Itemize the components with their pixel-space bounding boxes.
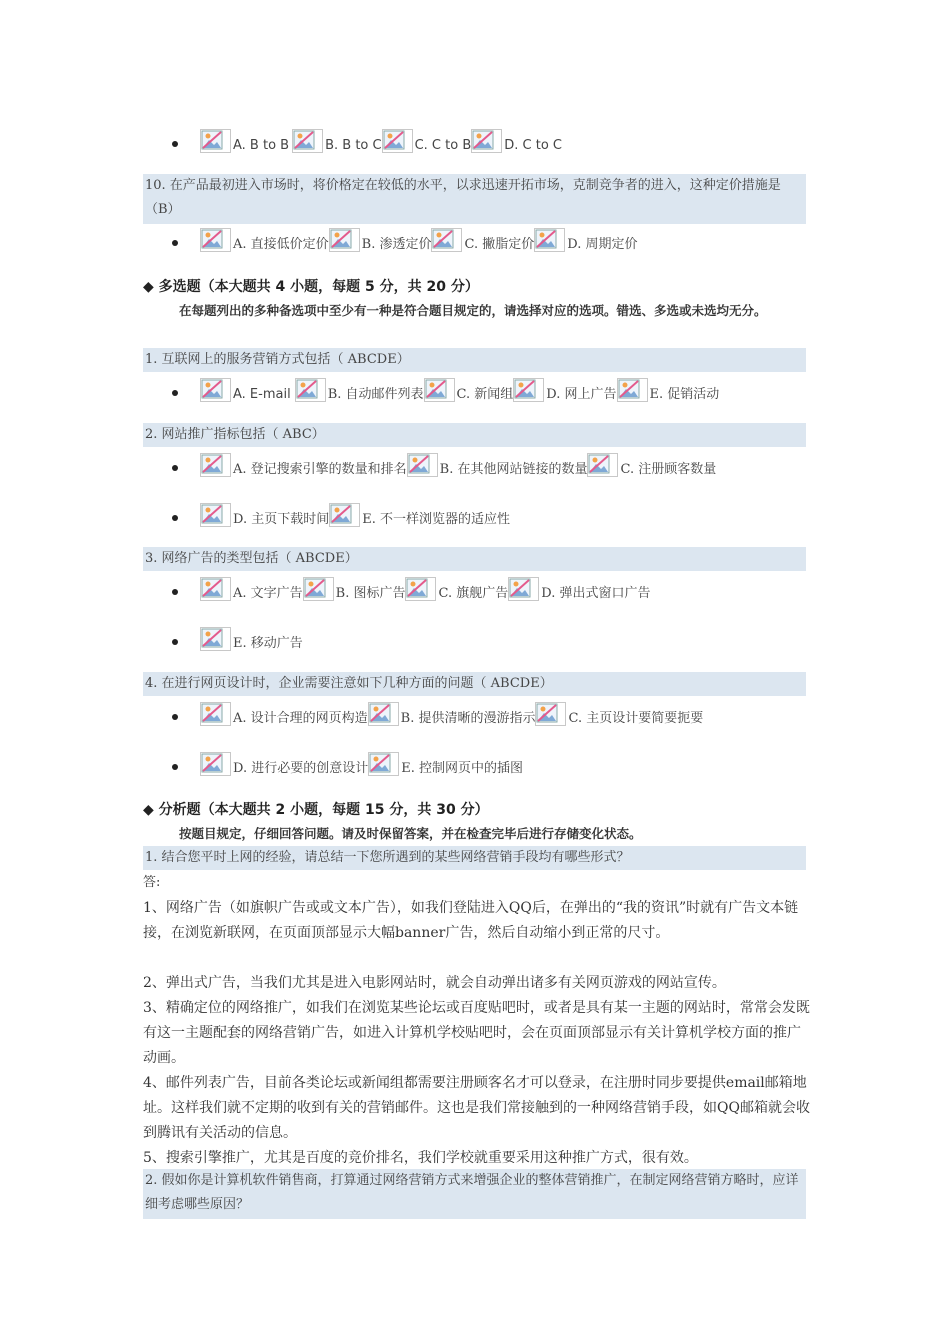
- option-e[interactable]: E. 不一样浏览器的适应性: [329, 503, 510, 527]
- option-e[interactable]: E. 控制网页中的插图: [368, 752, 523, 776]
- section-instruction-multi: 在每题列出的多种备选项中至少有一种是符合题目规定的，请选择对应的选项。错选、多选或未选均无分。: [179, 303, 767, 318]
- option-c[interactable]: C. 主页设计要简要扼要: [535, 702, 703, 726]
- option-c[interactable]: C. 新闻组: [424, 378, 514, 402]
- broken-image-icon: [368, 752, 399, 776]
- broken-image-icon: [587, 453, 618, 477]
- bullet: [172, 240, 178, 246]
- broken-image-icon: [200, 453, 231, 477]
- multi-q2-options-row1: [200, 447, 716, 477]
- option-c[interactable]: C. 撇脂定价: [431, 228, 534, 252]
- broken-image-icon: [407, 453, 438, 477]
- option-c[interactable]: C. C to B: [382, 129, 472, 153]
- bullet: [172, 390, 178, 396]
- multi-question-1: 1. 互联网上的服务营销方式包括（ ABCDE）: [143, 348, 806, 372]
- multi-question-3: 3. 网络广告的类型包括（ ABCDE）: [143, 547, 806, 571]
- option-a[interactable]: A. B to B: [200, 129, 289, 153]
- option-b[interactable]: B. 图标广告: [303, 577, 406, 601]
- multi-q3-options-row1: [200, 571, 650, 601]
- broken-image-icon: [535, 702, 566, 726]
- option-d[interactable]: D. 进行必要的创意设计: [200, 752, 368, 776]
- question-10: 10. 在产品最初进入市场时，将价格定在较低的水平，以求迅速开拓市场，克制竞争者的进入，这种定价措施是（B）: [143, 174, 806, 224]
- broken-image-icon: [534, 228, 565, 252]
- bullet: [172, 515, 178, 521]
- answer-item-1: 1、网络广告（如旗帜广告或或文本广告），如我们登陆进入QQ后，在弹出的“我的资讯”时就有广告文本链接，在浏览新联网，在页面顶部显示大幅banner广告，然后自动缩小到正常的尺寸。: [143, 900, 799, 941]
- option-a[interactable]: A. 文字广告: [200, 577, 303, 601]
- option-a[interactable]: A. E-mail: [200, 378, 291, 402]
- option-b[interactable]: B. B to C: [292, 129, 382, 153]
- broken-image-icon: [303, 577, 334, 601]
- section-heading-analysis: ◆ 分析题（本大题共 2 小题，每题 15 分，共 30 分）: [143, 802, 489, 818]
- option-c[interactable]: C. 注册顾客数量: [587, 453, 716, 477]
- answer-item-3: 3、精确定位的网络推广，如我们在浏览某些论坛或百度贴吧时，或者是具有某一主题的网站时，常常会发既有这一主题配套的网络营销广告，如进入计算机学校贴吧时，会在页面顶部显示有关计算机学校方面的推广动画。: [143, 1000, 810, 1066]
- option-d[interactable]: D. 弹出式窗口广告: [508, 577, 650, 601]
- bullet: [172, 141, 178, 147]
- bullet: [172, 639, 178, 645]
- section-heading-multi: ◆ 多选题（本大题共 4 小题，每题 5 分，共 20 分）: [143, 279, 479, 295]
- section-instruction-analysis: 按题目规定，仔细回答问题。请及时保留答案，并在检查完毕后进行存储变化状态。: [179, 826, 642, 841]
- option-b[interactable]: B. 在其他网站链接的数量: [407, 453, 588, 477]
- option-c[interactable]: C. 旗舰广告: [405, 577, 508, 601]
- multi-q4-options-row2: [200, 746, 523, 776]
- broken-image-icon: [382, 129, 413, 153]
- option-a[interactable]: A. 设计合理的网页构造: [200, 702, 368, 726]
- option-a[interactable]: A. 登记搜索引擎的数量和排名: [200, 453, 407, 477]
- broken-image-icon: [431, 228, 462, 252]
- option-e[interactable]: E. 促销活动: [617, 378, 720, 402]
- broken-image-icon: [200, 503, 231, 527]
- broken-image-icon: [424, 378, 455, 402]
- broken-image-icon: [513, 378, 544, 402]
- broken-image-icon: [200, 577, 231, 601]
- bullet: [172, 589, 178, 595]
- option-e[interactable]: E. 移动广告: [200, 627, 303, 651]
- broken-image-icon: [292, 129, 323, 153]
- option-b[interactable]: B. 自动邮件列表: [295, 378, 424, 402]
- multi-question-2: 2. 网站推广指标包括（ ABC）: [143, 423, 806, 447]
- analysis-question-2: 2. 假如你是计算机软件销售商，打算通过网络营销方式来增强企业的整体营销推广，在制定网络营销方略时，应详细考虑哪些原因？: [143, 1169, 806, 1219]
- multi-q4-options-row1: [200, 696, 703, 726]
- bullet: [172, 714, 178, 720]
- option-d[interactable]: D. C to C: [471, 129, 562, 153]
- multi-q2-options-row2: [200, 497, 510, 527]
- broken-image-icon: [200, 752, 231, 776]
- broken-image-icon: [471, 129, 502, 153]
- analysis-question-1: 1. 结合您平时上网的经验，请总结一下您所遇到的某些网络营销手段均有哪些形式？: [143, 846, 806, 870]
- multi-q1-options: [200, 372, 719, 402]
- broken-image-icon: [368, 702, 399, 726]
- broken-image-icon: [200, 129, 231, 153]
- broken-image-icon: [200, 228, 231, 252]
- broken-image-icon: [200, 378, 231, 402]
- bullet: [172, 764, 178, 770]
- broken-image-icon: [329, 503, 360, 527]
- broken-image-icon: [200, 702, 231, 726]
- option-b[interactable]: B. 提供清晰的漫游指示: [368, 702, 536, 726]
- multi-question-4: 4. 在进行网页设计时，企业需要注意如下几种方面的问题（ ABCDE）: [143, 672, 806, 696]
- option-a[interactable]: A. 直接低价定价: [200, 228, 329, 252]
- broken-image-icon: [508, 577, 539, 601]
- option-b[interactable]: B. 渗透定价: [329, 228, 432, 252]
- answer-label: 答:: [143, 875, 161, 890]
- broken-image-icon: [329, 228, 360, 252]
- bullet: [172, 465, 178, 471]
- answer-item-4: 4、邮件列表广告，目前各类论坛或新闻组都需要注册顾客名才可以登录，在注册时同步要提供email邮箱地址。这样我们就不定期的收到有关的营销邮件。这也是我们常接触到的一种网络营销手段，如QQ邮箱就会收到腾讯有关活动的信息。: [143, 1075, 810, 1141]
- broken-image-icon: [200, 627, 231, 651]
- multi-q3-options-row2: [200, 621, 303, 651]
- option-d[interactable]: D. 网上广告: [513, 378, 616, 402]
- option-d[interactable]: D. 主页下载时间: [200, 503, 329, 527]
- answer-item-2: 2、弹出式广告，当我们尤其是进入电影网站时，就会自动弹出诸多有关网页游戏的网站宣传。: [143, 975, 726, 991]
- q9-options: [200, 123, 562, 153]
- q10-options: [200, 222, 637, 252]
- answer-item-5: 5、搜索引擎推广，尤其是百度的竞价排名，我们学校就重要采用这种推广方式，很有效。: [143, 1150, 698, 1166]
- broken-image-icon: [405, 577, 436, 601]
- broken-image-icon: [617, 378, 648, 402]
- broken-image-icon: [295, 378, 326, 402]
- option-d[interactable]: D. 周期定价: [534, 228, 637, 252]
